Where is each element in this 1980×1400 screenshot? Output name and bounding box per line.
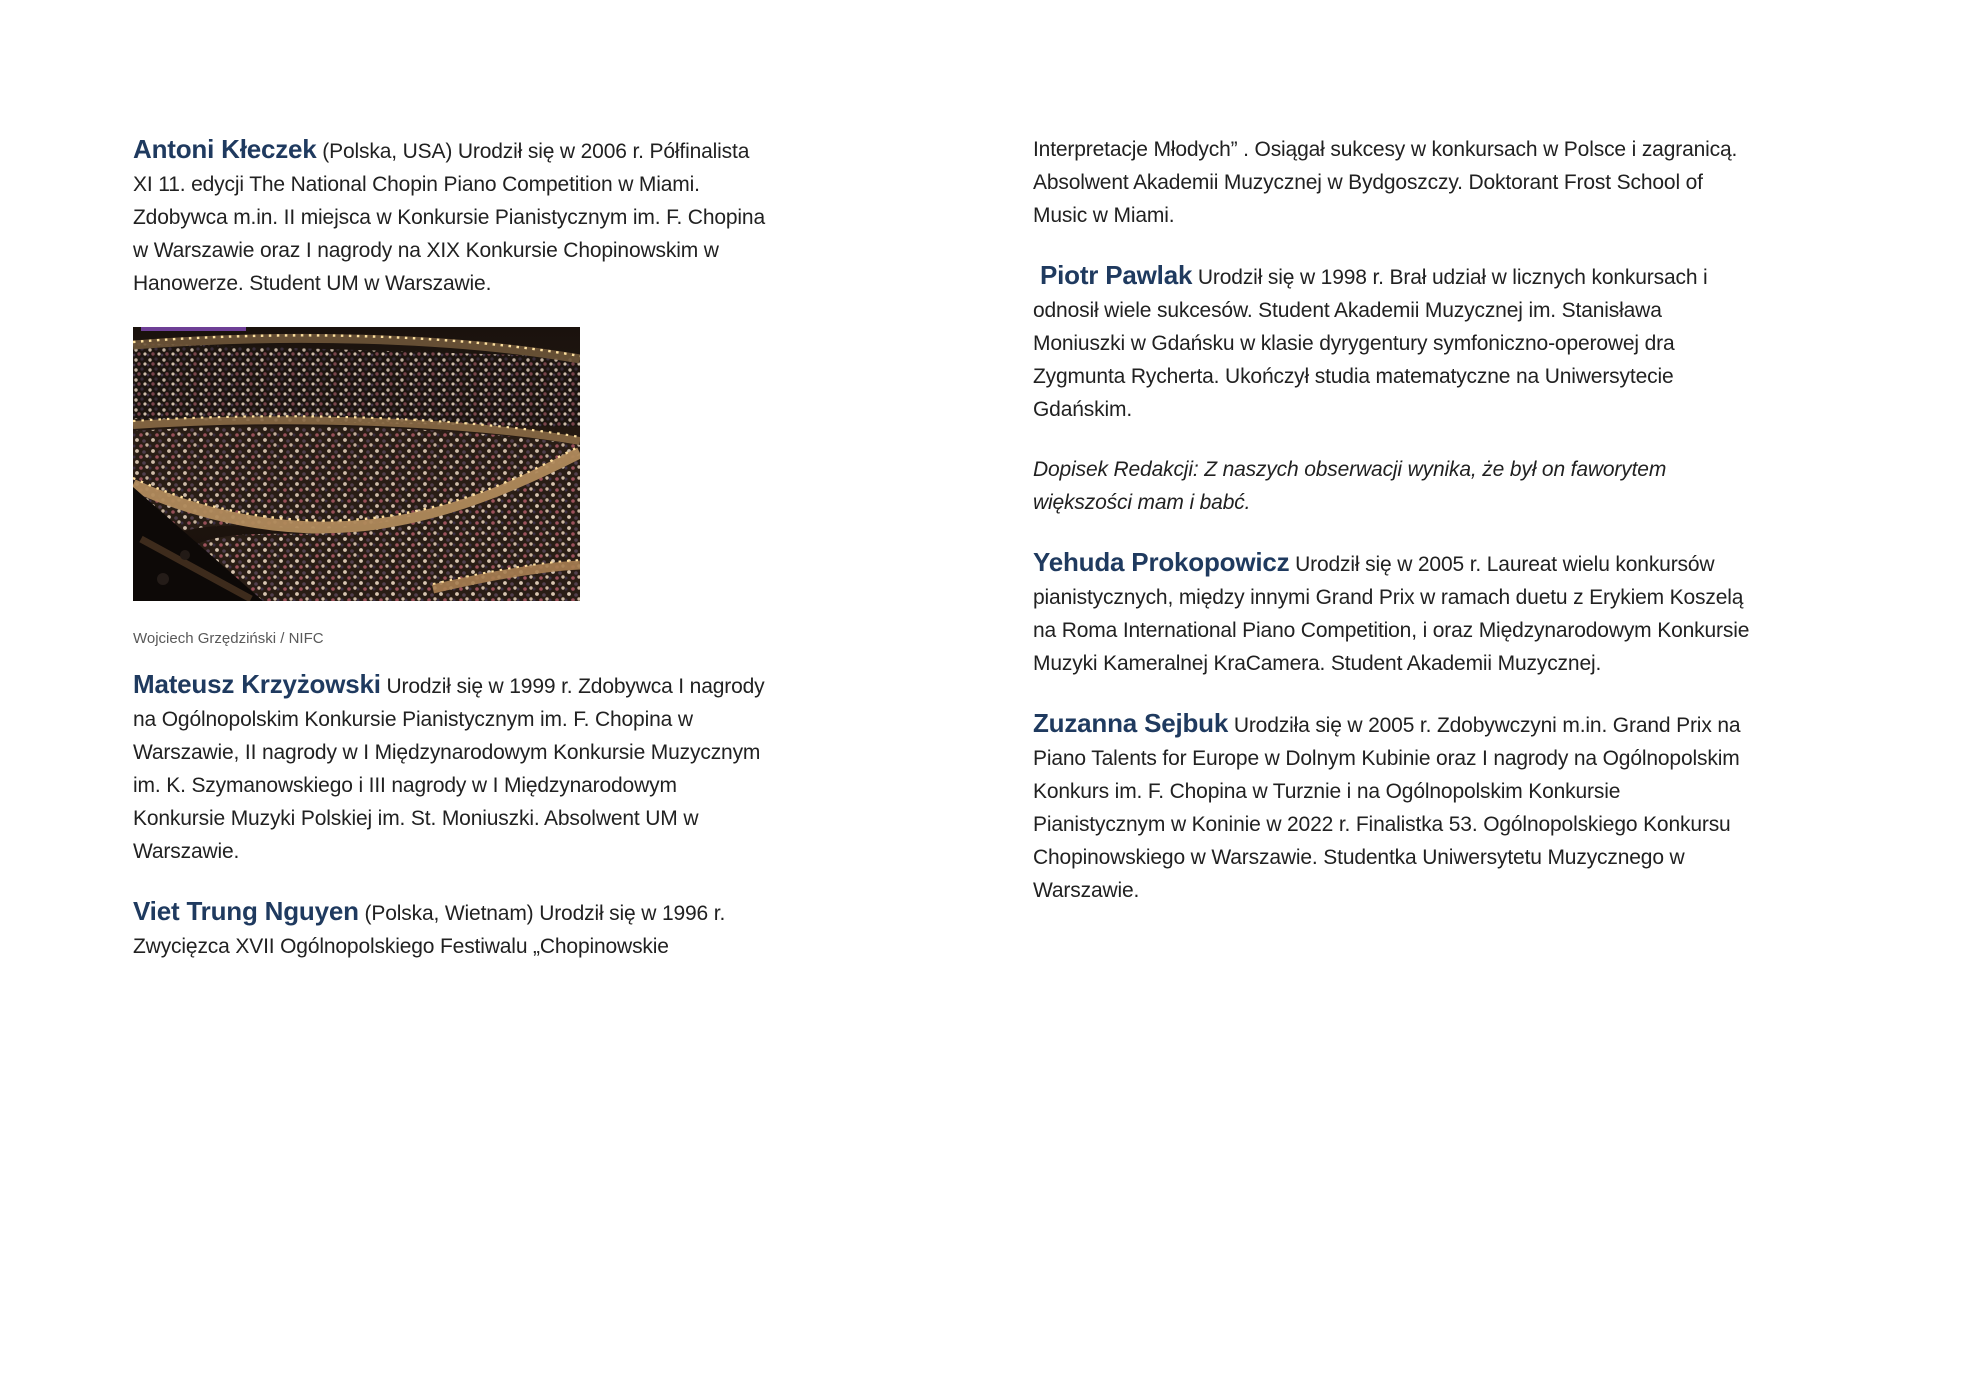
pianist-name: Viet Trung Nguyen: [133, 896, 359, 926]
pianist-name: Yehuda Prokopowicz: [1033, 547, 1290, 577]
photo-figure: [133, 327, 765, 648]
bio-viet-trung-nguyen: [133, 895, 765, 963]
pianist-bio-text: Urodził się w 1999 r. Zdobywca I nagrody na Ogólnopolskim Konkursie Pianistycznym im. F. Chopina w Warszawie, II nagrody w I Międzynarodowym Konkursie Muzycznym im. K. Szymanowskiego i III nagrody w I Międzynarodowym Konkursie Muzyki Polskiej im. St. Moniuszki. Absolwent UM w Warszawie.: [133, 675, 765, 863]
pianist-bio-text: Urodziła się w 2005 r. Zdobywczyni m.in. Grand Prix na Piano Talents for Europe w Dolnym Kubinie oraz I nagrody na Ogólnopolskim Konkurs im. F. Chopina w Turznie i na Ogólnopolskim Konkursie Pianistycznym w Koninie w 2022 r. Finalistka 53. Ogólnopolskiego Konkursu Chopinowskiego w Warszawie. Studentka Uniwersytetu Muzycznego w Warszawie.: [1033, 714, 1741, 902]
right-column: [1033, 133, 1751, 934]
bio-mateusz-krzyzowski: [133, 668, 765, 868]
editor-note: [1033, 453, 1751, 519]
pianist-name: Mateusz Krzyżowski: [133, 669, 381, 699]
pianist-name: Antoni Kłeczek: [133, 134, 317, 164]
pianist-bio-text: Urodził się w 1996 r. Zwycięzca XVII Ogólnopolskiego Festiwalu „Chopinowskie: [133, 902, 726, 958]
pianist-bio-text: Urodził się w 2006 r. Półfinalista XI 11. edycji The National Chopin Piano Competition w Miami. Zdobywca m.in. II miejsca w Konkursie Pianistycznym im. F. Chopina w Warszawie oraz I nagrody na XIX Konkursie Chopinowskim w Hanowerze. Student UM w Warszawie.: [133, 140, 765, 295]
pianist-bio-text: Urodził się w 2005 r. Laureat wielu konkursów pianistycznych, między innymi Grand Prix w ramach duetu z Erykiem Koszelą na Roma International Piano Competition, i oraz Międzynarodowym Konkursie Muzyki Kameralnej KraCamera. Student Akademii Muzycznej.: [1033, 553, 1750, 675]
bio-zuzanna-sejbuk: [1033, 707, 1751, 907]
pianist-bio-text: Interpretacje Młodych” . Osiągał sukcesy w konkursach w Polsce i zagranicą. Absolwent Akademii Muzycznej w Bydgoszczy. Doktorant Frost School of Music w Miami.: [1033, 138, 1738, 227]
concert-hall-photo: [133, 327, 580, 601]
editor-note-text: Dopisek Redakcji: Z naszych obserwacji wynika, że był on faworytem większości mam i babć.: [1033, 458, 1667, 514]
pianist-origin: (Polska, Wietnam): [364, 902, 534, 925]
bio-antoni-kleczek: [133, 133, 765, 300]
photo-caption: Wojciech Grzędziński / NIFC: [133, 630, 324, 647]
bio-piotr-pawlak: [1033, 259, 1751, 426]
pianist-origin: (Polska, USA): [322, 140, 453, 163]
pianist-name: Zuzanna Sejbuk: [1033, 708, 1229, 738]
pianist-name: Piotr Pawlak: [1040, 260, 1193, 290]
bio-viet-continuation: [1033, 133, 1751, 232]
pianist-bio-text: Urodził się w 1998 r. Brał udział w licznych konkursach i odnosił wiele sukcesów. Student Akademii Muzycznej im. Stanisława Moniuszki w Gdańsku w klasie dyrygentury symfoniczno-operowej dra Zygmunta Rycherta. Ukończył studia matematyczne na Uniwersytecie Gdańskim.: [1033, 266, 1708, 421]
left-column: [133, 133, 765, 990]
bio-yehuda-prokopowicz: [1033, 546, 1751, 680]
